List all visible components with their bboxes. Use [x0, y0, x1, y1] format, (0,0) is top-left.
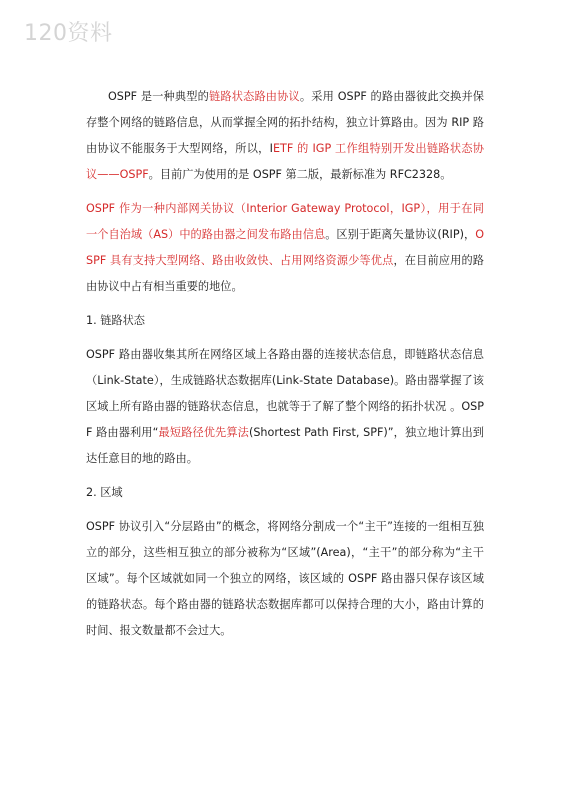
highlighted-text: OSPF 作为一种内部网关协议（Interior Gateway Protocol，IGP），用于在同一个自治域（AS）中的路由器之间发布路由信息: [86, 202, 484, 241]
text-run: 。区别于距离矢量协议(RIP)，: [325, 228, 476, 241]
section-heading: [86, 308, 484, 334]
text-run: 。采用 OSPF 的路由器彼此交换并保存整个网络的链路信息，从而掌握全网的拓扑结构，独立计算路由。因为 RIP 路由协议不能服务于大型网络，所以，I: [86, 90, 484, 155]
paragraph: [86, 514, 484, 644]
text-run: 。目前广为使用的是 OSPF 第二版，最新标准为 RFC2328。: [148, 168, 452, 181]
section-heading: [86, 480, 484, 506]
highlighted-text: ETF 的 IGP 工作组特别开发出链路状态协议——OSPF: [86, 142, 484, 181]
text-run: (Shortest Path First, SPF)”，独立地计算出到达任意目的地的路由。: [86, 426, 484, 465]
paragraph: [86, 196, 484, 300]
paragraph: [86, 342, 484, 472]
text-run: OSPF 是一种典型的: [108, 90, 209, 103]
watermark-logo: 120资料: [24, 21, 113, 46]
paragraph: [86, 84, 484, 188]
highlighted-text: 链路状态路由协议: [209, 90, 300, 103]
document-body: [86, 84, 484, 652]
text-run: ，在目前应用的路由协议中占有相当重要的地位。: [86, 254, 484, 293]
text-run: 1. 链路状态: [86, 314, 145, 327]
highlighted-text: OSPF 具有支持大型网络、路由收敛快、占用网络资源少等优点: [86, 228, 484, 267]
text-run: 2. 区域: [86, 486, 123, 499]
highlighted-text: 最短路径优先算法: [158, 426, 249, 439]
text-run: OSPF 协议引入“分层路由”的概念，将网络分割成一个“主干”连接的一组相互独立的部分，这些相互独立的部分被称为“区域”(Area)，“主干”的部分称为“主干区域”。每个区域就如同一个独立的网络，该区域的 OSPF 路由器只保存该区域的链路状态。每个路由器的链路状态数据库都可以保持合理的大小，路由计算的时间、报文数量都不会过大。: [86, 520, 484, 637]
text-run: OSPF 路由器收集其所在网络区域上各路由器的连接状态信息，即链路状态信息（Link-State），生成链路状态数据库(Link-State Database)。路由器掌握了该区域上所有路由器的链路状态信息，也就等于了解了整个网络的拓扑状况 。OSPF 路由器利用“: [86, 348, 484, 439]
